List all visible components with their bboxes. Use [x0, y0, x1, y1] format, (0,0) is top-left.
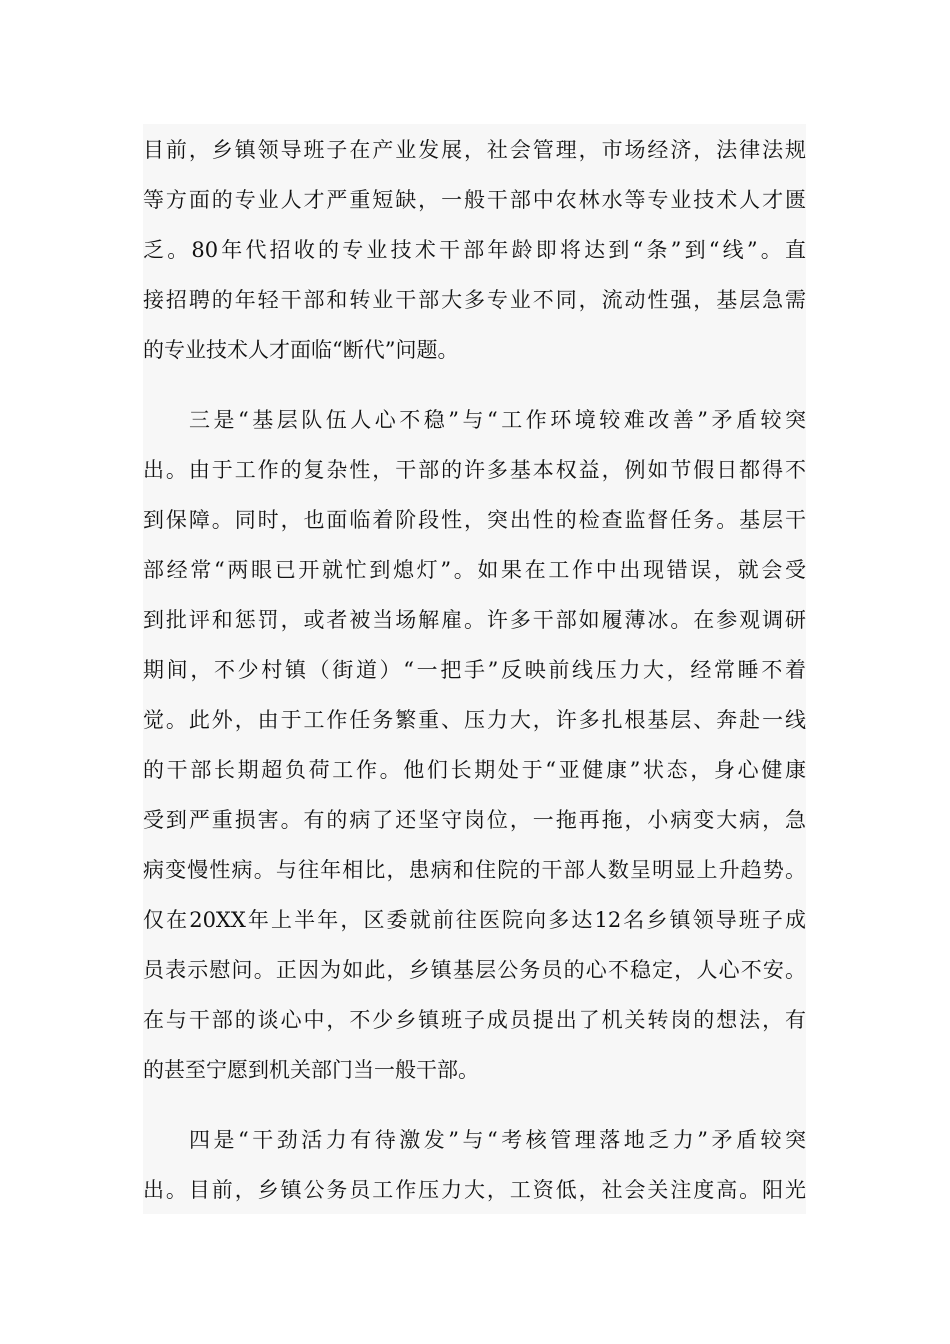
text-line: 仅在20XX年上半年，区委就前往医院向多达12名乡镇领导班子成 — [143, 908, 806, 932]
text-line: 的干部长期超负荷工作。他们长期处于“亚健康”状态，身心健康 — [143, 758, 806, 782]
text-line: 部经常“两眼已开就忙到熄灯”。如果在工作中出现错误，就会受 — [143, 558, 806, 582]
text-line: 的甚至宁愿到机关部门当一般干部。 — [143, 1058, 479, 1082]
text-line: 的专业技术人才面临“断代”问题。 — [143, 338, 459, 362]
text-line: 出。由于工作的复杂性，干部的许多基本权益，例如节假日都得不 — [143, 458, 806, 482]
text-line: 病变慢性病。与往年相比，患病和住院的干部人数呈明显上升趋势。 — [143, 858, 806, 882]
text-line: 觉。此外，由于工作任务繁重、压力大，许多扎根基层、奔赴一线 — [143, 708, 806, 732]
paragraph-1 — [143, 125, 806, 375]
text-line: 出。目前，乡镇公务员工作压力大，工资低，社会关注度高。阳光 — [143, 1178, 806, 1202]
text-line: 乏。80年代招收的专业技术干部年龄即将达到“条”到“线”。直 — [143, 238, 806, 262]
text-line: 目前，乡镇领导班子在产业发展，社会管理，市场经济，法律法规 — [143, 138, 806, 162]
text-line: 在与干部的谈心中，不少乡镇班子成员提出了机关转岗的想法，有 — [143, 1008, 806, 1032]
paragraph-2 — [143, 395, 806, 1095]
text-line: 到批评和惩罚，或者被当场解雇。许多干部如履薄冰。在参观调研 — [143, 608, 806, 632]
paragraph-3 — [143, 1115, 806, 1215]
text-line: 员表示慰问。正因为如此，乡镇基层公务员的心不稳定，人心不安。 — [143, 958, 806, 982]
text-line: 接招聘的年轻干部和转业干部大多专业不同，流动性强，基层急需 — [143, 288, 806, 312]
text-line: 等方面的专业人才严重短缺，一般干部中农林水等专业技术人才匮 — [143, 188, 806, 212]
text-line: 受到严重损害。有的病了还坚守岗位，一拖再拖，小病变大病，急 — [143, 808, 806, 832]
text-line: 到保障。同时，也面临着阶段性，突出性的检查监督任务。基层干 — [143, 508, 806, 532]
text-line: 三是“基层队伍人心不稳”与“工作环境较难改善”矛盾较突 — [189, 408, 806, 432]
text-line: 四是“干劲活力有待激发”与“考核管理落地乏力”矛盾较突 — [189, 1128, 806, 1152]
text-block — [143, 124, 806, 1214]
text-line: 期间，不少村镇（街道）“一把手”反映前线压力大，经常睡不着 — [143, 658, 806, 682]
